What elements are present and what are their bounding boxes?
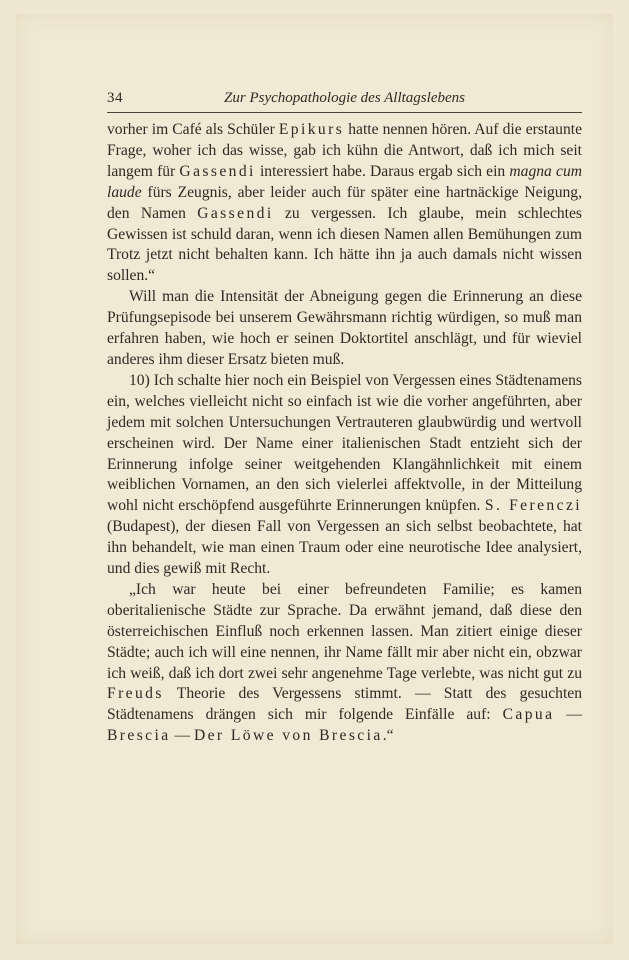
paragraph-1 <box>107 120 582 287</box>
body-text <box>107 120 582 747</box>
text-run: .“ <box>382 727 394 745</box>
text-run: Theorie des Vergessens stimmt. — Statt des gesuchten Städtenamens drängen sich mir folgende Einfälle auf: <box>107 685 582 724</box>
spaced-name: S. Ferenczi <box>484 497 582 515</box>
text-run: (Budapest), der diesen Fall von Vergessen an sich selbst beobachtete, hat ihn behandelt, wie man einen Traum oder eine neurotische Idee analysiert, und dies gewiß mit Recht. <box>107 518 582 578</box>
text-run: — <box>554 706 582 724</box>
text-run: Will man die Intensität der Abneigung gegen die Erinnerung an diese Prüfungsepisode bei unserem Gewährsmann richtig würdigen, so muß man erfahren haben, wie hoch er seinen Doktortitel anschlägt, und für wieviel anderes ihm dieser Ersatz bieten muß. <box>107 288 582 368</box>
text-run: zu vergessen. Ich glaube, mein schlechtes Gewissen ist schuld daran, wenn ich diesen Namen allen Bemühungen zum Trotz jetzt nicht behalten kann. Ich hätte ihn ja auch damals nicht wissen sollen.“ <box>107 204 582 285</box>
text-run: hatte nennen hören. Auf die erstaunte Frage, woher ich das wisse, gab ich kühn die Antwort, daß ich mich seit langem für <box>107 121 582 180</box>
paragraph-2 <box>107 287 582 371</box>
text-run: — <box>170 727 194 745</box>
italic-phrase: magna cum laude <box>107 162 583 201</box>
paragraph-3 <box>107 371 582 580</box>
spaced-name: Epikurs <box>278 121 345 138</box>
spaced-name: Capua <box>502 706 555 724</box>
text-run: „Ich war heute bei einer befreundeten Familie; es kamen oberitalienische Städte zur Sprache. Da erwähnt jemand, daß diese den österreichischen Einfluß noch erkennen lassen. Man zitiert einige dieser Städte; auch ich will eine nennen, ihr Name fällt mir aber nicht ein, obzwar ich weiß, daß ich dort zwei sehr angenehme Tage verlebte, was nicht gut zu <box>107 580 582 682</box>
text-run: vorher im Café als Schüler <box>107 121 279 138</box>
page-number: 34 <box>107 90 123 106</box>
spaced-name: Gassendi <box>197 204 274 222</box>
spaced-name: Brescia <box>107 727 171 745</box>
text-run: interessiert habe. Daraus ergab sich ein <box>255 162 510 180</box>
text-run: 10) Ich schalte hier noch ein Beispiel von Vergessen eines Städtenamens ein, welches vielleicht nicht so einfach ist wie die vorher angeführten, aber jedem mit solchen Untersuchungen Vertrauteren glaubwürdig und wertvoll erscheinen wird. Der Name einer italienischen Stadt entzieht sich der Erinnerung infolge seiner weitgehenden Klangähnlichkeit mit einem weiblichen Vornamen, an den sich vielerlei affektvolle, in der Mitteilung wohl nicht erschöpfend ausgeführte Erinnerungen knüpfen. <box>107 371 582 515</box>
spaced-name: Gassendi <box>179 162 256 180</box>
spaced-name: Der Löwe von Brescia <box>193 727 383 745</box>
text-run: fürs Zeugnis, aber leider auch für später eine hartnäckige Neigung, den Namen <box>107 183 582 222</box>
spaced-name: Freuds <box>107 685 164 703</box>
page-header <box>107 90 582 113</box>
running-title: Zur Psychopathologie des Alltagslebens <box>224 90 465 106</box>
paragraph-4 <box>107 580 582 747</box>
